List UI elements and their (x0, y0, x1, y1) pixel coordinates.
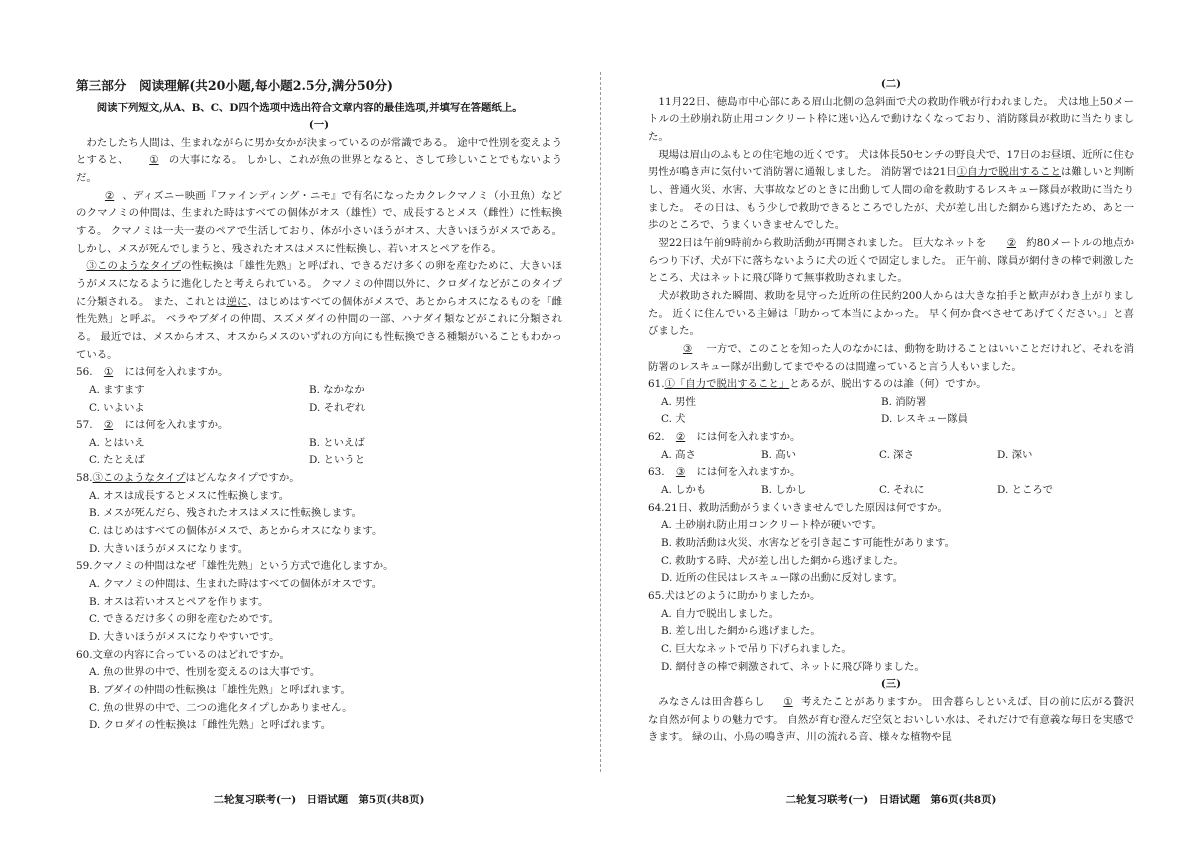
blank-2: ② (104, 189, 115, 202)
option-b: B. ブダイの仲間の性転換は「雄性先熟」と呼ばれます。 (89, 684, 351, 696)
page-5-column (76, 76, 562, 735)
question-64: 64.21日、救助活動がうまくいきませんでした原因は何ですか。 (648, 501, 948, 514)
option-a: A. しかも (661, 484, 707, 497)
passage-1-paragraph-3: ③このようなタイプの性転換は「雄性先熟」と呼ばれ、できるだけ多くの卵を産むために、大きいほうがメスになるように進化したと考えられている。 クマノミの仲間以外に、クロダイなどがこのタイプに分類される。 また、これとは逆に、はじめはすべての個体がメスで、あとからオスになるものを「雌性先熟」と呼ぶ。 ベラやブダイの仲間、スズメダイの仲間の一部、ハナダイ類などがこれに分類される。 最近では、メスからオス、オスからメスのいずれの方向にも性転換できる種類がいることもわかっている。 (76, 260, 562, 361)
reading-instructions: 阅读下列短文,从A、B、C、D四个选项中选出符合文章内容的最佳选项,并填写在答题纸上。 (96, 102, 523, 114)
passage-2-paragraph-5: ③ 一方で、このことを知った人のなかには、動物を助けることはいいことだけれど、それを消防署のレスキュー隊が出動してまでやるのは間違っていると言う人もいました。 (648, 342, 1134, 373)
option-b: B. といえば (309, 436, 365, 449)
option-a: A. クマノミの仲間は、生まれた時はすべての個体がオスです。 (89, 578, 383, 591)
underlined-phrase-1: ①自力で脱出すること (956, 166, 1062, 179)
part-title: 第三部分 阅读理解(共20小题,每小题2.5分,满分50分) (76, 78, 393, 93)
underlined-word-gyaku: 逆に (226, 295, 248, 308)
section-heading-1: (一) (308, 119, 330, 131)
question-56-options (76, 382, 562, 417)
passage-1-paragraph-1: わたしたち人間は、生まれながらに男か女かが決まっているのが常識である。 途中で性別を変えようとすると、 ① の大事になる。 しかし、これが魚の世界となると、さして珍しいことでもないようだ。 (76, 136, 562, 184)
option-b: B. しかし (761, 484, 807, 497)
passage-2-paragraph-3: 翌22日は午前9時前から救助活動が再開されました。 巨大なネットを ② 約80メートルの地点からつり下げ、犬が下に落ちないように犬の近くで固定しました。 正午前、隊員が網付きの棒で刺激したところ、犬はネットに飛び降りて無事救助されました。 (648, 236, 1134, 285)
page-5-footer: 二轮复习联考(一) 日语试题 第5页(共8页) (213, 794, 425, 806)
option-c: C. できるだけ多くの卵を産むためです。 (89, 613, 279, 626)
option-a: A. 男性 (661, 395, 696, 408)
question-56: 56. ① には何を入れますか。 (76, 366, 229, 379)
blank-1: ① (149, 154, 159, 167)
question-59-options (76, 576, 562, 647)
passage-2-paragraph-2: 現場は眉山のふもとの住宅地の近くです。 犬は体長50センチの野良犬で、17日のお昼頃、近所に住む男性が鳴き声に気付いて消防署に通報しました。 消防署では21日①自力で脱出することは難しいと判断し、普通火災、水害、大事故などのときに出動して人間の命を救助するレスキュー隊員が救助に当たりました。 その日は、もう少しで救助できるところでしたが、犬が差し出した網から逃げたため、あと一歩のところで、うまくいきませんでした。 (648, 148, 1135, 232)
blank-3: ③ (682, 342, 693, 355)
option-b: B. 救助活動は火災、水害などを引き起こす可能性があります。 (661, 537, 955, 550)
question-64-options (648, 517, 1134, 588)
option-d: D. 近所の住民はレスキュー隊の出動に反対します。 (661, 572, 904, 585)
option-c: C. たとえば (89, 454, 145, 467)
passage-1-paragraph-2: ② 、ディズニー映画『ファインディング・ニモ』で有名になったカクレクマノミ（小丑魚）などのクマノミの仲間は、生まれた時はすべての個体がオス（雄性）で、成長するとメス（雌性）に性転換する。 クマノミは一夫一妻のペアで生活しており、体が小さいほうがオス、大きいほうがメスである。 しかし、メスが死んでしまうと、残されたオスはメスに性転換し、若いオスとペアを作る。 (76, 189, 562, 255)
page-6-footer: 二轮复习联考(一) 日语试题 第6页(共8页) (785, 794, 997, 806)
question-60-options (76, 664, 562, 735)
option-d: D. それぞれ (309, 401, 366, 414)
option-c: C. 魚の世界の中で、二つの進化タイプしかありません。 (89, 701, 353, 714)
question-61: 61.①「自力で脱出すること」とあるが、脱出するのは誰（何）ですか。 (648, 378, 987, 391)
option-c: C. それに (879, 484, 925, 497)
option-d: D. 網付きの棒で刺激されて、ネットに飛び降りました。 (661, 660, 925, 673)
option-d: D. というと (309, 454, 366, 467)
option-b: B. メスが死んだら、残されたオスはメスに性転換します。 (89, 507, 363, 520)
option-c: C. 救助する時、犬が差し出した網から逃げました。 (661, 554, 904, 567)
option-b: B. オスは若いオスとペアを作ります。 (89, 595, 269, 608)
option-b: B. 高い (761, 448, 797, 461)
blank-1: ① (783, 695, 793, 708)
option-a: A. 魚の世界の中で、性別を変えるのは大事です。 (89, 666, 321, 679)
question-62-options (648, 447, 1134, 465)
option-c: C. はじめはすべての個体がメスで、あとからオスになります。 (89, 525, 383, 538)
question-63-options (648, 482, 1134, 500)
option-a: A. とはいえ (89, 436, 145, 449)
option-c: C. 巨大なネットで吊り下げられました。 (661, 643, 852, 655)
option-b: B. 消防署 (881, 395, 927, 408)
underlined-phrase-3: ③このようなタイプ (86, 260, 182, 273)
option-a: A. ますます (89, 383, 145, 396)
option-b: B. なかなか (309, 383, 365, 396)
question-57-options (76, 435, 562, 470)
option-d: D. 大きいほうがメスになります。 (89, 542, 249, 555)
page-6-column (648, 76, 1134, 747)
section-heading-3: (三) (880, 678, 902, 691)
option-a: A. オスは成長するとメスに性転換します。 (89, 489, 290, 502)
question-57: 57. ② には何を入れますか。 (76, 419, 229, 432)
passage-2-paragraph-1: 11月22日、徳島市中心部にある眉山北側の急斜面で犬の救助作戦が行われました。 犬は地上50メートルの土砂崩れ防止用コンクリート枠に迷い込んで動けなくなっており、消防隊員が救助に当たりました。 (648, 95, 1134, 143)
passage-2-paragraph-4: 犬が救助された瞬間、救助を見守った近所の住民約200人からは大きな拍手と歓声がわき上がりました。 近くに住んでいる主婦は「助かって本当によかった。 早く何か食べさせてあげてください。」と喜びました。 (648, 289, 1134, 338)
option-d: D. 深い (997, 448, 1033, 461)
passage-3-paragraph-1: みなさんは田舎暮らし ① 考えたことがありますか。 田舎暮らしといえば、目の前に広がる贅沢な自然が何よりの魅力です。 自然が育む澄んだ空気とおいしい水は、それだけで有意義な毎日を実感できます。 緑の山、小鳥の鳴き声、川の流れる音、様々な植物や昆 (648, 695, 1134, 744)
question-58-options (76, 488, 562, 559)
option-c: C. いよいよ (89, 401, 145, 414)
question-63: 63. ③ には何を入れますか。 (648, 466, 801, 479)
option-d: D. 大きいほうがメスになりやすいです。 (89, 631, 280, 644)
option-c: C. 深さ (879, 448, 914, 461)
question-60: 60.文章の内容に合っているのはどれですか。 (76, 648, 290, 661)
section-heading-2: (二) (880, 78, 902, 90)
option-b: B. 差し出した網から逃げました。 (661, 625, 821, 638)
page-fold-divider (600, 72, 601, 772)
question-65-options (648, 606, 1134, 677)
option-d: D. クロダイの性転換は「雌性先熟」と呼ばれます。 (89, 719, 332, 732)
question-59: 59.クマノミの仲間はなぜ「雄性先熟」という方式で進化しますか。 (76, 560, 394, 573)
option-d: D. レスキュー隊員 (881, 413, 968, 426)
option-a: A. 高さ (661, 448, 696, 461)
option-a: A. 土砂崩れ防止用コンクリート枠が硬いです。 (661, 519, 882, 532)
question-62: 62. ② には何を入れますか。 (648, 431, 801, 444)
question-65: 65.犬はどのように助かりましたか。 (648, 590, 821, 603)
option-d: D. ところで (997, 484, 1054, 497)
option-a: A. 自力で脱出しました。 (661, 607, 780, 620)
blank-2: ② (1006, 236, 1017, 249)
question-58: 58.③このようなタイプはどんなタイプですか。 (76, 472, 300, 485)
option-c: C. 犬 (661, 413, 686, 426)
question-61-options (648, 394, 1134, 429)
